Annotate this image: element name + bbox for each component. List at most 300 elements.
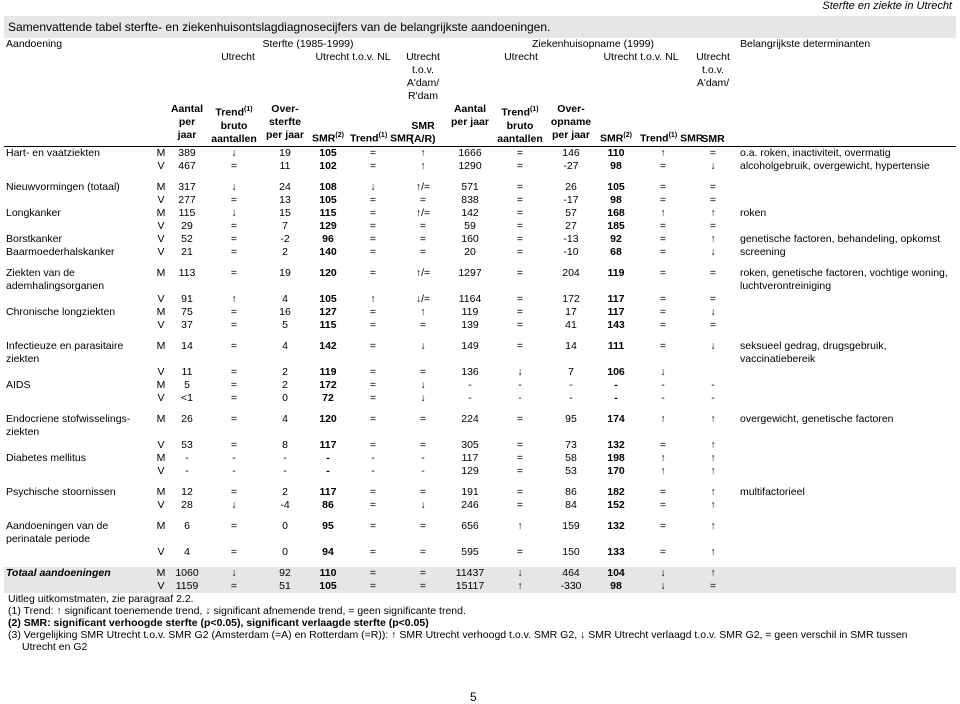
value-cell: 26 <box>181 412 193 425</box>
value-cell: = <box>516 485 524 498</box>
value-cell: ↑ <box>492 580 548 593</box>
value-cell: = <box>230 339 238 352</box>
value-cell: - <box>326 464 330 477</box>
value-cell: 127 <box>319 305 337 318</box>
table-body <box>4 146 956 593</box>
sex-cell: V <box>157 245 165 258</box>
value-cell: 117 <box>461 451 479 464</box>
value-cell: = <box>419 193 427 206</box>
sex-cell: V <box>157 318 165 331</box>
value-cell: = <box>419 412 427 425</box>
value-cell: ↓ <box>420 378 426 391</box>
value-cell: 246 <box>461 498 479 511</box>
value-cell: = <box>369 305 377 318</box>
value-cell: = <box>516 159 524 172</box>
disease-cell: Longkanker <box>6 206 61 219</box>
value-cell: = <box>230 305 238 318</box>
table-row <box>4 194 956 207</box>
value-cell: = <box>709 180 717 193</box>
sex-cell: M <box>156 180 166 193</box>
sub-utrecht-2: Utrecht <box>504 51 538 63</box>
group-separator <box>4 512 956 520</box>
value-cell: 57 <box>565 206 577 219</box>
value-cell: -27 <box>563 159 579 172</box>
value-cell: ↑ <box>370 292 376 305</box>
value-cell: 1159 <box>168 580 206 593</box>
value-cell: 52 <box>181 232 193 245</box>
disease-cell <box>4 220 154 233</box>
value-cell: 595 <box>461 545 479 558</box>
value-cell: 98 <box>594 580 638 593</box>
h-oversterfte: Over- sterfte per jaar <box>262 103 308 146</box>
group-separator <box>4 173 956 181</box>
h-trend-nl-2: Trend$^{(1)}$ SMR <box>638 103 688 146</box>
value-cell: 41 <box>565 318 577 331</box>
value-cell: ↑ <box>660 412 666 425</box>
value-cell: 277 <box>178 193 196 206</box>
table-row <box>4 181 956 194</box>
value-cell: = <box>369 146 377 159</box>
header-row-3 <box>4 103 956 146</box>
value-cell: = <box>369 206 377 219</box>
determinants-cell: roken <box>740 206 767 219</box>
disease-cell <box>4 366 154 379</box>
value-cell: 92 <box>262 567 308 580</box>
value-cell: ↑ <box>710 412 716 425</box>
empty-cell <box>738 580 956 593</box>
value-cell: -2 <box>280 232 290 245</box>
value-cell: ↓ <box>206 567 262 580</box>
value-cell: ↑ <box>517 519 523 532</box>
value-cell: = <box>419 318 427 331</box>
h-smr-3: SMR <box>688 103 738 146</box>
value-cell: 170 <box>607 464 625 477</box>
value-cell: ↓ <box>420 391 426 404</box>
value-cell: 73 <box>565 438 577 451</box>
value-cell: 139 <box>461 318 479 331</box>
h-trend-2: Trend$^{(1)}$ bruto aantallen <box>492 103 548 146</box>
value-cell: ↓ <box>710 305 716 318</box>
value-cell: = <box>659 193 667 206</box>
page-number: 5 <box>470 690 477 704</box>
value-cell: 2 <box>282 485 288 498</box>
value-cell: ↑ <box>710 545 716 558</box>
value-cell: ↑ <box>660 451 666 464</box>
value-cell: 140 <box>319 245 337 258</box>
value-cell: ↓ <box>710 245 716 258</box>
value-cell: - <box>569 391 573 404</box>
value-cell: ↑ <box>710 519 716 532</box>
value-cell: -4 <box>280 498 290 511</box>
value-cell: 12 <box>181 485 193 498</box>
value-cell: = <box>369 519 377 532</box>
value-cell: ↑ <box>420 146 426 159</box>
disease-cell: Baarmoederhalskanker <box>6 245 115 258</box>
value-cell: -10 <box>563 245 579 258</box>
sex-cell: V <box>157 545 165 558</box>
value-cell: 115 <box>319 206 337 219</box>
table-row <box>4 267 956 293</box>
value-cell: 13 <box>279 193 291 206</box>
value-cell: 119 <box>319 365 337 378</box>
value-cell: = <box>516 412 524 425</box>
value-cell: = <box>369 438 377 451</box>
value-cell: 5 <box>184 378 190 391</box>
value-cell: 53 <box>181 438 193 451</box>
value-cell: ↓ <box>420 498 426 511</box>
value-cell: 185 <box>607 219 625 232</box>
value-cell: = <box>398 580 448 593</box>
value-cell: = <box>348 567 398 580</box>
disease-cell: Nieuwvormingen (totaal) <box>6 180 120 193</box>
running-header: Sterfte en ziekte in Utrecht <box>822 0 952 12</box>
value-cell: 4 <box>184 545 190 558</box>
empty-cell <box>738 567 956 580</box>
value-cell: = <box>659 339 667 352</box>
value-cell <box>688 366 738 379</box>
value-cell: = <box>369 485 377 498</box>
value-cell: 4 <box>282 339 288 352</box>
value-cell: = <box>516 245 524 258</box>
value-cell: = <box>659 232 667 245</box>
value-cell: 317 <box>178 180 196 193</box>
value-cell: 0 <box>282 391 288 404</box>
h-smr-2: SMR$^{(2)}$ <box>594 103 638 146</box>
value-cell: - <box>468 391 472 404</box>
value-cell: = <box>709 266 717 279</box>
value-cell: 28 <box>181 498 193 511</box>
value-cell: = <box>659 519 667 532</box>
value-cell: 132 <box>607 438 625 451</box>
value-cell: = <box>419 519 427 532</box>
footnote-2: (2) SMR: significant verhoogde sterfte (p<0.05), significant verlaagde sterfte (p<0.05) <box>8 617 429 629</box>
value-cell: = <box>516 292 524 305</box>
value-cell: ↓ <box>638 580 688 593</box>
value-cell: 105 <box>607 180 625 193</box>
sex-cell: M <box>154 567 168 580</box>
value-cell: 7 <box>282 219 288 232</box>
value-cell: ↓/= <box>415 292 431 305</box>
value-cell: ↓ <box>638 567 688 580</box>
h-aantal: Aantal per jaar <box>168 103 206 146</box>
value-cell: - <box>371 464 375 477</box>
value-cell: <1 <box>181 391 193 404</box>
disease-cell: Ziekten van de ademhalingsorganen <box>6 266 105 292</box>
disease-cell: AIDS <box>6 378 31 391</box>
value-cell: = <box>369 266 377 279</box>
value-cell: = <box>369 545 377 558</box>
table-row <box>4 580 956 593</box>
value-cell: 104 <box>594 567 638 580</box>
value-cell: = <box>419 232 427 245</box>
value-cell: ↑ <box>710 498 716 511</box>
sub-utrecht-nl-2: Utrecht t.o.v. NL <box>603 51 679 63</box>
sex-cell: M <box>156 485 166 498</box>
value-cell: 15 <box>279 206 291 219</box>
value-cell: 19 <box>279 266 291 279</box>
value-cell: = <box>709 193 717 206</box>
sex-cell: V <box>157 292 165 305</box>
disease-cell <box>4 465 154 478</box>
value-cell: 129 <box>461 464 479 477</box>
footnote-3: (3) Vergelijking SMR Utrecht t.o.v. SMR G2 (Amsterdam (=A) en Rotterdam (=R)): ↑ SMR Utrecht verhoogd t.o.v. SMR G2, ↓ SMR Utrecht verlaagd t.o.v. SMR G2, = geen verschil in SMR tussen <box>8 629 908 641</box>
table-row <box>4 520 956 546</box>
value-cell: 198 <box>607 451 625 464</box>
value-cell: 467 <box>178 159 196 172</box>
value-cell: 6 <box>184 519 190 532</box>
col-determinanten: Belangrijkste determinanten <box>740 38 871 50</box>
value-cell: 571 <box>461 180 479 193</box>
sub-utrecht-adam: Utrecht t.o.v. A'dam/ R'dam <box>406 51 440 102</box>
value-cell: = <box>659 159 667 172</box>
value-cell: 105 <box>319 193 337 206</box>
disease-cell <box>4 319 154 332</box>
value-cell: 160 <box>461 232 479 245</box>
value-cell: 120 <box>319 412 337 425</box>
value-cell: = <box>709 292 717 305</box>
value-cell: 2 <box>282 245 288 258</box>
table-row <box>4 146 956 160</box>
value-cell: 0 <box>282 519 288 532</box>
value-cell: 1297 <box>458 266 482 279</box>
value-cell: = <box>659 219 667 232</box>
value-cell: = <box>369 159 377 172</box>
value-cell: - <box>185 464 189 477</box>
value-cell: - <box>185 451 189 464</box>
sex-cell: V <box>157 159 165 172</box>
value-cell: 108 <box>319 180 337 193</box>
disease-cell <box>4 439 154 452</box>
value-cell: - <box>711 378 715 391</box>
value-cell: ↑ <box>710 464 716 477</box>
col-aandoening: Aandoening <box>6 38 63 50</box>
value-cell: 98 <box>610 193 622 206</box>
value-cell: 110 <box>308 567 348 580</box>
footnotes <box>8 593 953 653</box>
value-cell: ↑ <box>660 206 666 219</box>
value-cell: 27 <box>565 219 577 232</box>
value-cell: ↑ <box>710 438 716 451</box>
value-cell: - <box>614 378 618 391</box>
value-cell: = <box>419 438 427 451</box>
sub-utrecht-nl: Utrecht t.o.v. NL <box>315 51 391 63</box>
value-cell: - <box>421 451 425 464</box>
value-cell: 105 <box>319 292 337 305</box>
sex-cell: V <box>157 438 165 451</box>
value-cell: = <box>419 365 427 378</box>
value-cell: 1060 <box>168 567 206 580</box>
sex-cell: M <box>156 146 166 159</box>
value-cell: = <box>659 266 667 279</box>
value-cell: ↓ <box>231 146 237 159</box>
determinants-cell: o.a. roken, inactiviteit, overmatig alcoholgebruik, overgewicht, hypertensie <box>740 146 930 172</box>
value-cell: 75 <box>181 305 193 318</box>
sex-cell: M <box>156 339 166 352</box>
value-cell: = <box>230 245 238 258</box>
value-cell: = <box>230 438 238 451</box>
value-cell: 117 <box>319 438 337 451</box>
value-cell: - <box>569 378 573 391</box>
value-cell: = <box>348 580 398 593</box>
sex-cell: M <box>156 519 166 532</box>
table-row <box>4 546 956 559</box>
h-trend: Trend$^{(1)}$ bruto aantallen <box>206 103 262 146</box>
h-overopname: Over- opname per jaar <box>548 103 594 146</box>
value-cell: 96 <box>322 232 334 245</box>
determinants-cell: overgewicht, genetische factoren <box>740 412 894 425</box>
disease-cell: Totaal aandoeningen <box>4 567 154 580</box>
value-cell: - <box>518 391 522 404</box>
value-cell: 105 <box>319 146 337 159</box>
value-cell: = <box>369 498 377 511</box>
group-separator <box>4 478 956 486</box>
value-cell: 2 <box>282 378 288 391</box>
value-cell: ↑/= <box>415 266 431 279</box>
value-cell: = <box>369 232 377 245</box>
value-cell: 8 <box>282 438 288 451</box>
value-cell: 117 <box>607 305 625 318</box>
value-cell: ↓ <box>710 339 716 352</box>
value-cell: -17 <box>563 193 579 206</box>
value-cell: 172 <box>562 292 580 305</box>
value-cell: ↑/= <box>415 180 431 193</box>
value-cell: 120 <box>319 266 337 279</box>
value-cell: - <box>468 378 472 391</box>
group-separator <box>4 559 956 567</box>
value-cell: 102 <box>319 159 337 172</box>
group-separator <box>4 259 956 267</box>
value-cell: = <box>516 545 524 558</box>
disease-cell <box>4 392 154 405</box>
value-cell: 51 <box>262 580 308 593</box>
empty-cell <box>738 520 956 546</box>
disease-cell <box>4 546 154 559</box>
table-row <box>4 486 956 499</box>
value-cell: 132 <box>607 519 625 532</box>
value-cell: ↑ <box>710 206 716 219</box>
value-cell: 117 <box>319 485 337 498</box>
value-cell: ↓ <box>420 339 426 352</box>
value-cell: = <box>516 498 524 511</box>
value-cell: -13 <box>563 232 579 245</box>
table-row <box>4 413 956 439</box>
value-cell: ↓ <box>660 365 666 378</box>
header-row-1 <box>4 38 956 51</box>
value-cell: 172 <box>319 378 337 391</box>
value-cell: 838 <box>461 193 479 206</box>
value-cell: - <box>283 464 287 477</box>
value-cell: 72 <box>322 391 334 404</box>
disease-cell <box>4 580 154 593</box>
value-cell: 110 <box>607 146 625 159</box>
value-cell: ↓ <box>370 180 376 193</box>
value-cell: ↑ <box>710 451 716 464</box>
value-cell: = <box>516 180 524 193</box>
value-cell: = <box>659 245 667 258</box>
value-cell: 119 <box>607 266 625 279</box>
determinants-cell: roken, genetische factoren, vochtige woning, luchtverontreiniging <box>740 266 948 292</box>
value-cell: ↑ <box>660 464 666 477</box>
value-cell: = <box>398 567 448 580</box>
value-cell: - <box>661 391 665 404</box>
value-cell: = <box>419 485 427 498</box>
value-cell: 29 <box>181 219 193 232</box>
summary-table <box>4 38 956 593</box>
value-cell: ↓ <box>231 498 237 511</box>
value-cell: = <box>516 266 524 279</box>
value-cell: 191 <box>461 485 479 498</box>
h-aantal-2: Aantal per jaar <box>448 103 492 146</box>
value-cell: = <box>230 365 238 378</box>
value-cell: 149 <box>461 339 479 352</box>
value-cell: ↑/= <box>415 206 431 219</box>
value-cell: = <box>516 305 524 318</box>
value-cell: 656 <box>461 519 479 532</box>
value-cell: = <box>659 438 667 451</box>
value-cell: 182 <box>607 485 625 498</box>
empty-cell <box>738 194 956 207</box>
sex-cell: V <box>157 193 165 206</box>
disease-cell: Hart- en vaatziekten <box>6 146 100 159</box>
value-cell: = <box>230 485 238 498</box>
value-cell: - <box>326 451 330 464</box>
sex-cell: M <box>156 266 166 279</box>
value-cell: 115 <box>178 206 196 219</box>
disease-cell: Chronische longziekten <box>6 305 116 318</box>
value-cell: 11437 <box>448 567 492 580</box>
footnote-1: (1) Trend: ↑ significant toenemende trend, ↓ significant afnemende trend, = geen significante trend. <box>8 605 466 617</box>
empty-cell <box>738 546 956 559</box>
sex-cell: V <box>157 498 165 511</box>
value-cell: 133 <box>607 545 625 558</box>
value-cell: = <box>709 146 717 159</box>
value-cell: = <box>516 219 524 232</box>
value-cell: = <box>369 318 377 331</box>
sex-cell: V <box>157 219 165 232</box>
value-cell: 115 <box>319 318 337 331</box>
value-cell: ↓ <box>231 180 237 193</box>
value-cell: ↑ <box>688 567 738 580</box>
value-cell: 117 <box>607 292 625 305</box>
table-row <box>4 340 956 366</box>
disease-cell: Borstkanker <box>6 232 63 245</box>
sex-cell: V <box>157 365 165 378</box>
h-smr: SMR$^{(2)}$ <box>308 103 348 146</box>
value-cell: 152 <box>607 498 625 511</box>
value-cell: 224 <box>461 412 479 425</box>
value-cell: 168 <box>607 206 625 219</box>
value-cell: = <box>659 180 667 193</box>
value-cell: 105 <box>308 580 348 593</box>
value-cell: 1666 <box>458 146 482 159</box>
value-cell: 26 <box>565 180 577 193</box>
value-cell: ↑ <box>420 159 426 172</box>
value-cell: 68 <box>610 245 622 258</box>
value-cell: = <box>230 193 238 206</box>
value-cell: = <box>230 391 238 404</box>
value-cell: = <box>369 365 377 378</box>
value-cell: = <box>230 232 238 245</box>
value-cell: 58 <box>565 451 577 464</box>
value-cell: 143 <box>607 318 625 331</box>
value-cell: = <box>230 412 238 425</box>
value-cell: 4 <box>282 292 288 305</box>
disease-cell <box>4 160 154 173</box>
value-cell: = <box>369 245 377 258</box>
value-cell: 204 <box>562 266 580 279</box>
table-row <box>4 207 956 220</box>
value-cell: - <box>232 464 236 477</box>
